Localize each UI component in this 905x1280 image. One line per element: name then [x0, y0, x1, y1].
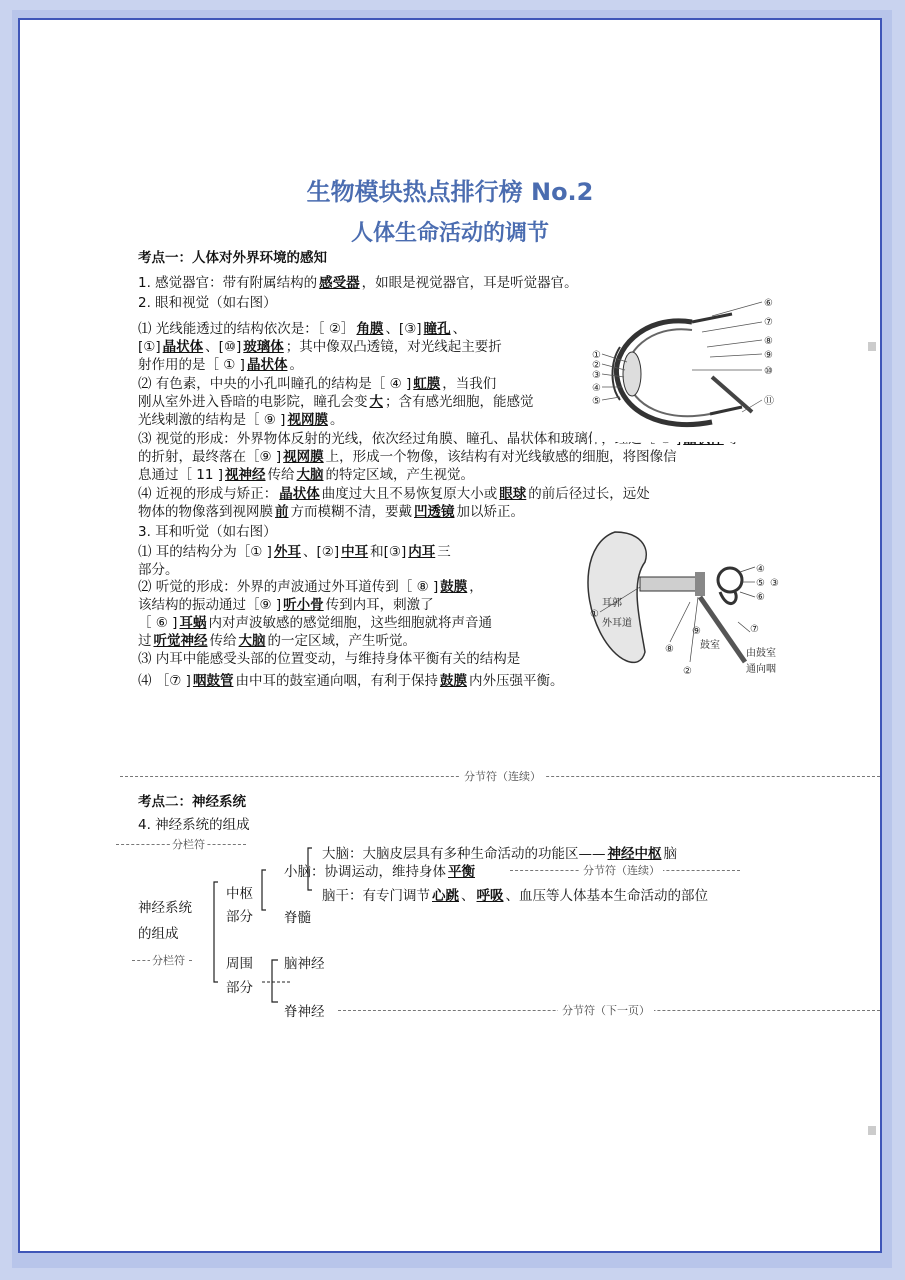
- section1-line: [138, 338, 502, 356]
- cerebrum-text: ：大脑皮层具有多种生命活动的功能区——: [349, 846, 606, 862]
- line-text: 等: [725, 431, 740, 447]
- line-text: 、[⑩]: [205, 339, 242, 355]
- section1-line: [138, 614, 492, 632]
- section1-line: [138, 448, 677, 466]
- cerebellum-row: [284, 860, 477, 880]
- answer-blank: 虹膜: [413, 376, 441, 392]
- line-text: 上，形成一个物像，该结构有对光线敏感的细胞，将图像信: [325, 449, 677, 465]
- line-text: 3. 耳和听觉（如右图）: [138, 524, 277, 540]
- brainstem-sep: 、: [461, 888, 475, 904]
- line-text: 2. 眼和视觉（如右图）: [138, 295, 277, 311]
- eye-label: ⑦: [764, 317, 773, 328]
- line-text: 刚从室外进入昏暗的电影院，瞳孔会变: [138, 394, 368, 410]
- line-text: 和[③]: [370, 544, 407, 560]
- answer-blank: 鼓膜: [439, 673, 467, 689]
- brainstem-row: [322, 884, 708, 904]
- eye-label: ②: [592, 360, 601, 371]
- line-text: 的特定区域，产生视觉。: [325, 467, 475, 483]
- line-text: 内外压强平衡。: [468, 673, 564, 689]
- line-text: 。: [329, 412, 344, 428]
- ear-label: ⑥: [756, 592, 765, 603]
- section-break-next-page: 分节符（下一页）: [558, 1002, 654, 1018]
- eye-label: ⑤: [592, 396, 601, 407]
- answer-blank: 感受器: [319, 275, 360, 291]
- eye-label: ③: [592, 370, 601, 381]
- line-text: 。: [289, 357, 303, 373]
- answer-heartbeat: 心跳: [432, 888, 459, 904]
- answer-blank: 视网膜: [283, 449, 324, 465]
- line-text: 的前后径过长，远处: [528, 486, 650, 502]
- brainstem-text: ：有专门调节: [349, 888, 430, 904]
- line-text: ⑶ 视觉的形成：外界物体反射的光线，依次经过角膜、瞳孔、晶状体和玻璃体，经过［ ① ]: [138, 431, 682, 447]
- cerebrum-label: 大脑: [322, 846, 349, 862]
- line-text: 加以矫正。: [456, 504, 524, 520]
- peripheral-label1: 周围: [226, 956, 253, 972]
- line-text: 、[②]: [302, 544, 340, 560]
- cranial-nerve: 脑神经: [284, 956, 325, 972]
- line-text: 物体的物像落到视网膜: [138, 504, 273, 520]
- section1-line: [138, 503, 524, 521]
- document-page: [18, 18, 882, 1253]
- section1-line: [138, 411, 343, 429]
- tree-root-line1: 神经系统: [138, 900, 192, 916]
- ear-label: ③: [770, 578, 779, 589]
- line-text: ⑴ 光线能透过的结构依次是：［ ②］: [138, 321, 355, 337]
- page-title: 生物模块热点排行榜 No.2: [306, 178, 594, 206]
- line-text: ⑷ 近视的形成与矫正：: [138, 486, 278, 502]
- answer-blank: 玻璃体: [243, 339, 284, 355]
- line-text: 1. 感觉器官：带有附属结构的: [138, 275, 318, 291]
- section1-line: [138, 466, 474, 484]
- answer-nerve-center: 神经中枢: [607, 846, 662, 862]
- line-text: 的一定区域，产生听觉。: [267, 633, 416, 649]
- eye-label: ⑩: [764, 366, 773, 377]
- line-text: ，如眼是视觉器官，耳是听觉器官。: [361, 275, 578, 291]
- line-text: 由中耳的鼓室通向咽，有利于保持: [235, 673, 438, 689]
- ear-label: ⑦: [750, 624, 759, 635]
- section1-line: [138, 320, 466, 338]
- section1-line: [138, 523, 277, 541]
- line-text: 传到内耳，刺激了: [325, 597, 434, 613]
- line-text: 、: [452, 321, 467, 337]
- eye-label: ⑧: [764, 336, 773, 347]
- ear-label: ⑧: [665, 644, 674, 655]
- section-break-continuous: 分节符（连续）: [460, 768, 545, 784]
- answer-blank: 鼓膜: [440, 579, 468, 595]
- line-text: 光线刺激的结构是［ ⑨ ]: [138, 412, 286, 428]
- ear-label: 耳郭: [602, 598, 622, 609]
- answer-blank: 咽鼓管: [192, 673, 234, 689]
- line-text: 射作用的是［ ① ]: [138, 357, 245, 373]
- ear-label: 通向咽: [746, 664, 776, 675]
- eye-label: ④: [592, 383, 601, 394]
- peripheral-label2: 部分: [226, 980, 253, 996]
- line-text: 的折射，最终落在［⑨ ]: [138, 449, 282, 465]
- line-text: 方而模糊不清，要戴: [290, 504, 412, 520]
- section1-line: [138, 650, 520, 668]
- line-text: ；含有感光细胞，能感觉: [385, 394, 534, 410]
- cerebellum-text: ：协调运动，维持身体: [311, 864, 446, 880]
- cerebellum-label: 小脑: [284, 864, 311, 880]
- answer-blank: 外耳: [273, 544, 301, 560]
- section-break-continuous: 分节符（连续）: [580, 862, 663, 878]
- section1-line: [138, 561, 179, 579]
- line-text: 传给: [267, 467, 295, 483]
- answer-blank: 晶状体: [279, 486, 320, 502]
- answer-blank: 大: [369, 394, 383, 410]
- answer-blank: 凹透镜: [414, 504, 455, 520]
- line-text: 曲度过大且不易恢复原大小或: [321, 486, 498, 502]
- brainstem-tail: 、血压等人体基本生命活动的部位: [505, 888, 708, 904]
- spinal-nerve: 脊神经: [284, 1004, 325, 1020]
- ear-label: 鼓室: [700, 640, 720, 651]
- answer-breathing: 呼吸: [476, 888, 504, 904]
- line-text: ⑴ 耳的结构分为［① ]: [138, 544, 272, 560]
- answer-blank: 耳蜗: [179, 615, 207, 631]
- section1-heading: 考点一：人体对外界环境的感知: [138, 250, 327, 266]
- line-text: ⑷ ［⑦ ]: [138, 673, 191, 689]
- line-text: 息通过［ 11 ]: [138, 467, 224, 483]
- spinal-cord: 脊髓: [284, 910, 311, 926]
- eye-diagram: [592, 292, 782, 442]
- central-label2: 部分: [226, 909, 253, 925]
- page-edge-mark: [868, 342, 876, 351]
- answer-blank: 视网膜: [287, 412, 328, 428]
- column-break: 分栏符: [152, 954, 185, 967]
- tree-root-line2: 的组成: [138, 926, 179, 942]
- section1-line: [138, 375, 496, 393]
- ear-label: ①: [590, 609, 599, 620]
- section2-subheading: 4. 神经系统的组成: [138, 817, 250, 833]
- answer-blank: 大脑: [238, 633, 266, 649]
- line-text: ⑵ 有色素，中央的小孔叫瞳孔的结构是［ ④ ]: [138, 376, 412, 392]
- eye-label: ⑪: [764, 396, 774, 407]
- page-subtitle: 人体生命活动的调节: [350, 221, 549, 246]
- eye-label: ⑨: [764, 350, 773, 361]
- answer-blank: 前: [275, 504, 289, 520]
- line-text: 传给: [209, 633, 237, 649]
- cerebrum-tail: 脑: [663, 846, 677, 862]
- section1-line: [138, 672, 563, 690]
- ear-label: 外耳道: [602, 618, 632, 629]
- line-text: ，: [469, 579, 483, 595]
- ear-label: ②: [683, 666, 692, 677]
- answer-blank: 中耳: [341, 544, 369, 560]
- answer-blank: 眼球: [499, 486, 527, 502]
- line-text: 内对声波敏感的感觉细胞，这些细胞就将声音通: [208, 615, 492, 631]
- line-text: 部分。: [138, 562, 179, 578]
- ear-label: ⑨: [692, 626, 701, 637]
- eye-label: ⑥: [764, 298, 773, 309]
- ear-label: 由鼓室: [746, 648, 776, 659]
- answer-blank: 晶状体: [162, 339, 204, 355]
- answer-blank: 晶状体: [683, 431, 724, 447]
- section1-line: [138, 393, 534, 411]
- section1-line: [138, 632, 416, 650]
- line-text: 过: [138, 633, 152, 649]
- section1-line: [138, 294, 277, 312]
- line-text: ⑵ 听觉的形成：外界的声波通过外耳道传到［ ⑧ ]: [138, 579, 439, 595]
- line-text: ⑶ 内耳中能感受头部的位置变动，与维持身体平衡有关的结构是: [138, 651, 521, 667]
- column-break: 分栏符: [172, 838, 205, 851]
- section1-line: [138, 356, 303, 374]
- section1-line: [138, 596, 434, 614]
- answer-blank: 视神经: [225, 467, 266, 483]
- eye-label: ①: [592, 350, 601, 361]
- section1-line: [138, 274, 578, 292]
- line-text: ［ ⑥ ]: [138, 615, 178, 631]
- line-text: ，当我们: [442, 376, 497, 392]
- line-text: ；其中像双凸透镜，对光线起主要折: [285, 339, 502, 355]
- brainstem-label: 脑干: [322, 888, 349, 904]
- line-text: 该结构的振动通过［⑨ ]: [138, 597, 282, 613]
- answer-balance: 平衡: [448, 864, 475, 880]
- section1-line: [138, 543, 451, 561]
- section1-line: [138, 578, 483, 596]
- ear-diagram: [570, 522, 780, 680]
- section1-line: [138, 485, 650, 503]
- answer-blank: 瞳孔: [423, 321, 451, 337]
- line-text: 、[③]: [385, 321, 422, 337]
- answer-blank: 大脑: [296, 467, 324, 483]
- page-edge-mark: [868, 1126, 876, 1135]
- ear-label: ④: [756, 564, 765, 575]
- ear-label: ⑤: [756, 578, 765, 589]
- answer-blank: 内耳: [408, 544, 436, 560]
- answer-blank: 听小骨: [283, 597, 324, 613]
- answer-blank: 听觉神经: [153, 633, 208, 649]
- line-text: 三: [437, 544, 451, 560]
- answer-blank: 角膜: [356, 321, 384, 337]
- answer-blank: 晶状体: [246, 357, 288, 373]
- central-label1: 中枢: [226, 886, 253, 902]
- section2-heading: 考点二：神经系统: [138, 794, 246, 810]
- line-text: [①]: [138, 339, 161, 355]
- cerebrum-row: [322, 842, 677, 862]
